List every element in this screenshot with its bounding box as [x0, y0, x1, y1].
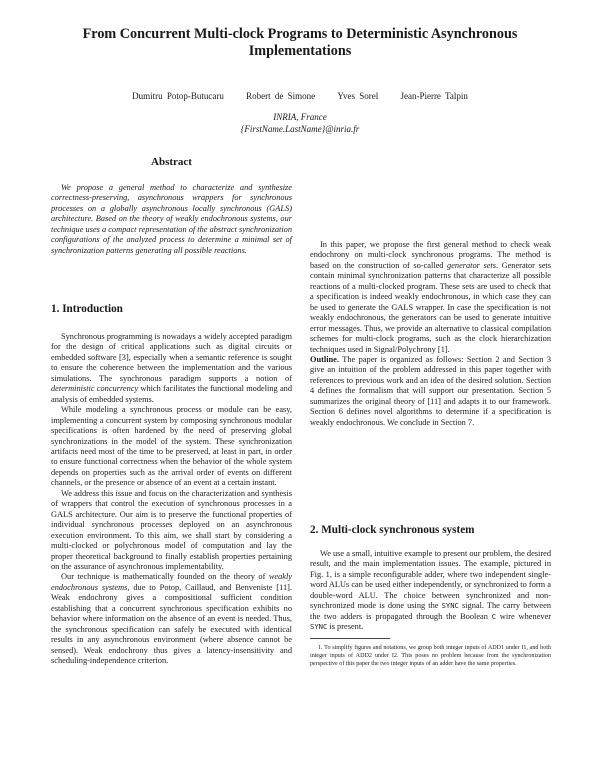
author: Dumitru Potop-Butucaru [132, 91, 224, 101]
text: Synchronous programming is nowadays a widely accepted paradigm for the design of critical applications such as digital circuits or embedded software [3], especially when a semantic reference is sought to ensure the coherence between the implementation and the various simulations. The synchronous paradigm supports a notion of [51, 332, 292, 383]
text: , due to Potop, Caillaud, and Benveniste [11]. Weak endochrony gives a compositional sufficient condition establishing that a concurrent synchronous specification exhibits no behavior where information on the absence of an event is needed. Thus, the synchronous specification can safely be executed with identical results in any asynchronous environment (where absence cannot be sensed). Weak endochrony thus gives a latency-insensitivity and scheduling-independence criterion. [51, 582, 292, 666]
section-heading-introduction: 1. Introduction [51, 303, 123, 315]
affiliation-block [40, 112, 560, 135]
paragraph [310, 549, 551, 633]
right-column-continued [310, 240, 551, 428]
footnote-rule [310, 638, 390, 639]
text: wire whenever [496, 611, 551, 621]
text: which facilitates the functional modeling and analysis of embedded systems. [51, 384, 292, 404]
author: Robert de Simone [246, 91, 316, 101]
paragraph: We address this issue and focus on the characterization and synthesis of wrappers that control the execution of synchronous processes in a GALS architecture. Our aim is to preserve the functional properties of individual synchronous processes deployed on an asynchronous execution environment. To this aim, we shall start by considering a multi-clocked or polychronous model of computation and lay the proper theoretical background to finally establish properties pertaining on the assurance of asynchronous implementability. [51, 488, 292, 571]
text: The paper is organized as follows: Section 2 and Section 3 give an intuition of the problem addressed in this paper together with references to previous work and an idea of the desired solution. Section 4 defines the formalism that will support our presentation. Section 5 summarizes the original theory of [11] and adapts it to our framework. Section 6 defines novel algorithms to determine if a specification is weakly endochronous. We conclude in Section 7. [310, 354, 551, 427]
code-sync: SYNC [441, 601, 459, 611]
paragraph [51, 332, 292, 405]
paragraph [51, 572, 292, 666]
text: signal. The carry between the two adders is propagated through the Boolean [310, 601, 551, 621]
email: {FirstName.LastName}@inria.fr [240, 123, 360, 134]
abstract-heading: Abstract [151, 156, 192, 168]
text: is present. [327, 622, 364, 632]
text: Our technique is mathematically founded on the theory of [61, 572, 269, 582]
text: . Generator sets contain minimal synchronization patterns that characterize all possible reactions of a multi-clocked program. These sets are used to check that a specification is indeed weakly endochronous, in which case they can be used to generate the GALS wrapper. In case the specification is not weakly endochronous, the generators can be used to generate intuitive error messages. Thus, we provide an alternative to classical compilation schemes for multi-clock programs, such as the clock hierarchization techniques used in Signal/Polychrony [1]. [310, 260, 551, 354]
code-c: C [491, 611, 497, 621]
outline-label: Outline. [310, 354, 339, 364]
paper-title [40, 26, 560, 60]
affiliation: INRIA, France [273, 112, 327, 122]
section2-body [310, 549, 551, 633]
emphasis: generator sets [447, 260, 496, 270]
section-heading-multiclock: 2. Multi-clock synchronous system [310, 524, 475, 536]
title-line-1: From Concurrent Multi-clock Programs to Deterministic Asynchronous [82, 26, 518, 42]
outline-paragraph [310, 355, 551, 428]
title-line-2: Implementations [248, 43, 352, 59]
left-column-body [51, 332, 292, 667]
abstract-text: We propose a general method to characterize and synthesize correctness-preserving, asynchronous wrappers for synchronous processes on a globally asynchronous locally synchronous (GALS) architecture. Based on the theory of weakly endochronous systems, our technique uses a compact representation of the abstract synchronization configurations of the analyzed process to determine a minimal set of synchronization patterns generating all possible reactions. [51, 183, 293, 255]
author: Yves Sorel [337, 91, 379, 101]
emphasis: deterministic concurrency [51, 384, 139, 394]
text: We use a small, intuitive example to present our problem, the desired result, and the main implementation issues. The example, pictured in Fig. 1, is a simple reconfigurable adder, where two independent single-word ALUs can be used either independently, or synchronized to form a double-word ALU. The choice between synchronized and non-synchronized mode is done using the [310, 549, 551, 611]
paragraph [310, 240, 551, 355]
emphasis: weakly endochronous systems [51, 572, 292, 592]
text: In this paper, we propose the first general method to check weak endochrony on multi-clock synchronous programs. The method is based on the construction of so-called [310, 240, 551, 270]
author-list [40, 91, 560, 101]
code-sync: SYNC [310, 622, 328, 632]
paragraph: While modeling a synchronous process or module can be easy, implementing a concurrent system by composing synchronous modular specifications is often hardened by the need of preserving global synchronizations in the model of the system. These synchronization artifacts need most of the time to be preserved, at least in part, in order to ensure functional correctness when the behavior of the whole system depends on properties such as the arrival order of events on different channels, or the presence or absence of an event at a certain instant. [51, 405, 292, 488]
footnote: 1. To simplify figures and notations, we group both integer inputs of ADD1 under I1, and both integer inputs of ADD2 under I2. This poses no problem because from the synchronization perspective of this paper the two integer inputs of an adder have the same properties. [310, 645, 551, 667]
abstract [51, 183, 292, 256]
author: Jean-Pierre Talpin [400, 91, 468, 101]
